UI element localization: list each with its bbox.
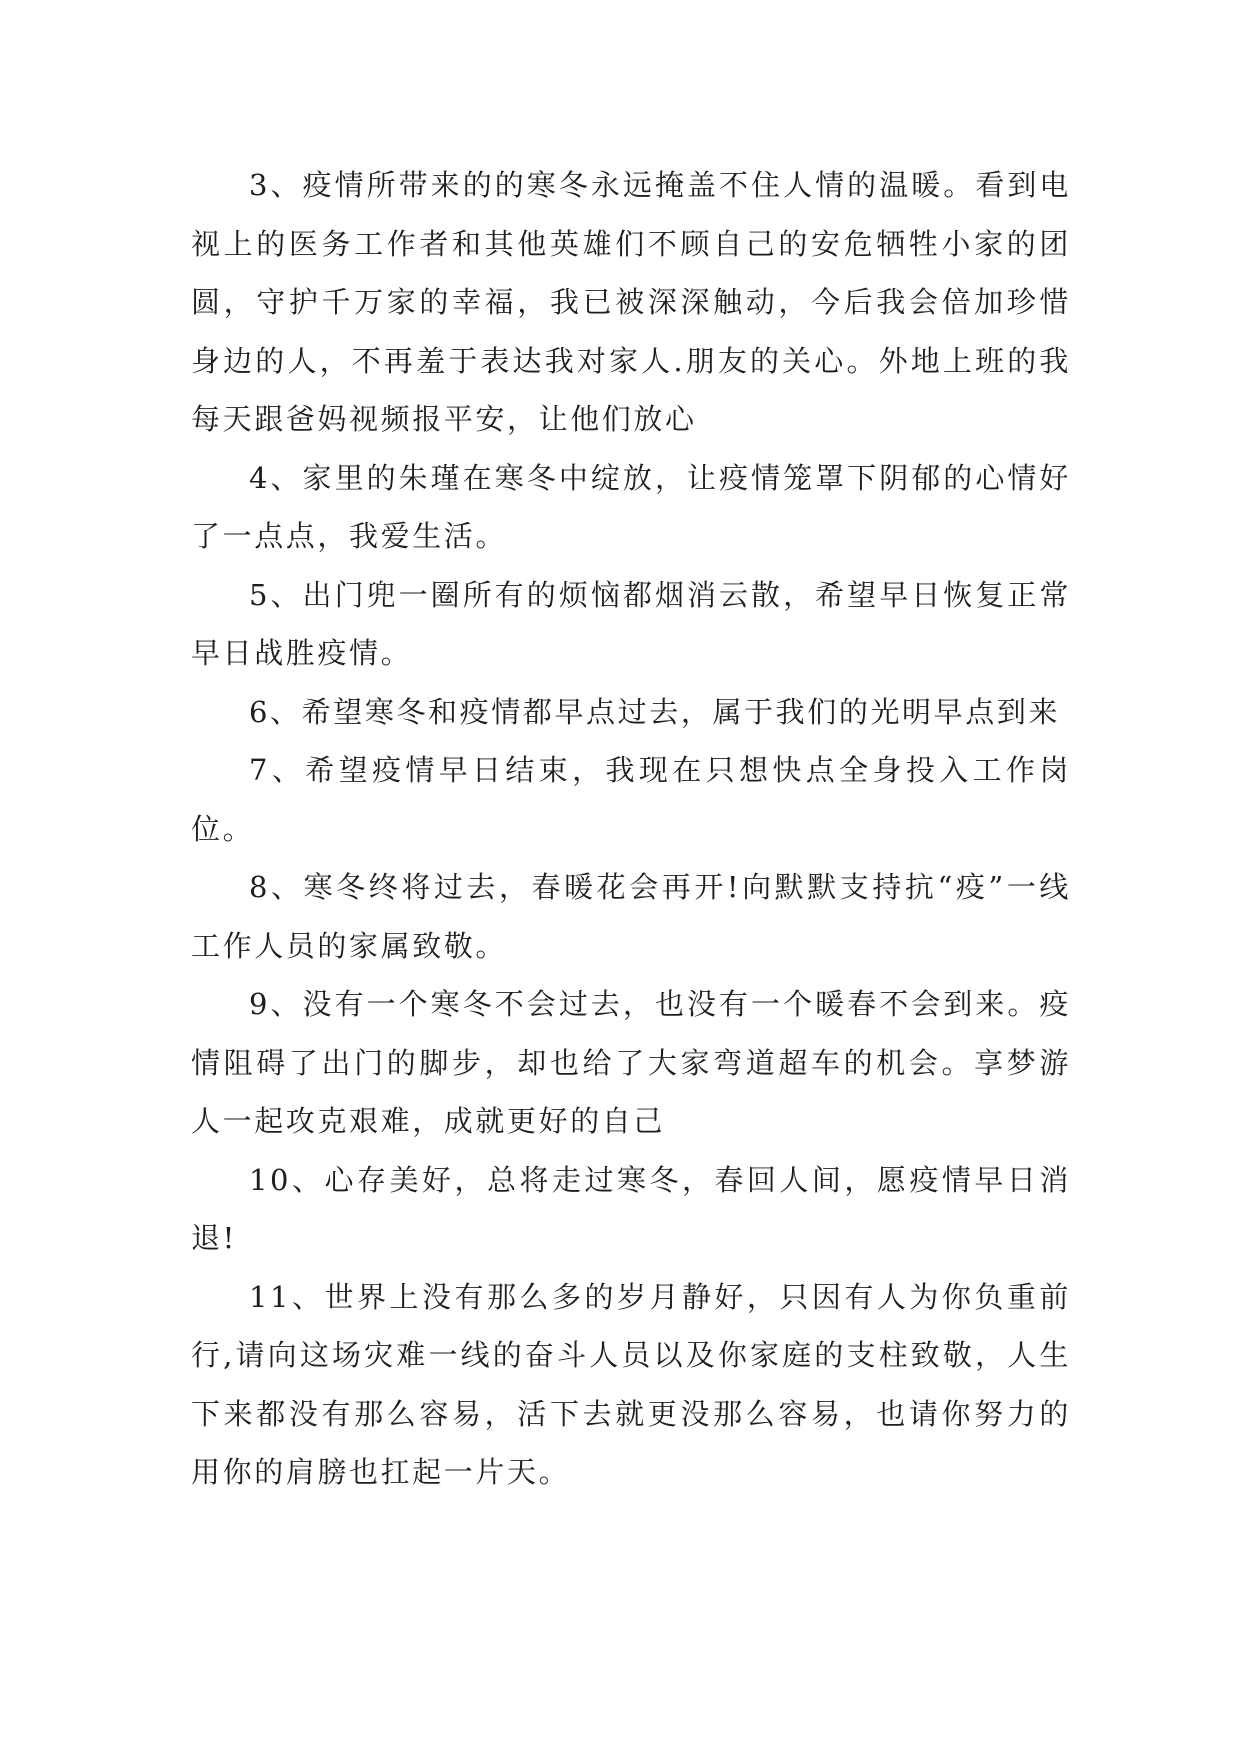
paragraph-5: 5、出门兜一圈所有的烦恼都烟消云散，希望早日恢复正常早日战胜疫情。: [191, 577, 1071, 670]
paragraph-9: 9、没有一个寒冬不会过去，也没有一个暖春不会到来。疫情阻碍了出门的脚步，却也给了大家弯道超车的机会。享梦游人一起攻克艰难，成就更好的自己: [191, 987, 1071, 1138]
paragraph-6: 6、希望寒冬和疫情都早点过去，属于我们的光明早点到来: [249, 694, 1061, 729]
paragraph-7: 7、希望疫情早日结束，我现在只想快点全身投入工作岗位。: [191, 753, 1071, 846]
paragraph-4: 4、家里的朱瑾在寒冬中绽放，让疫情笼罩下阴郁的心情好了一点点，我爱生活。: [191, 460, 1071, 553]
paragraph-10: 10、心存美好，总将走过寒冬，春回人间，愿疫情早日消退!: [191, 1162, 1071, 1255]
paragraph-8: 8、寒冬终将过去，春暖花会再开!向默默支持抗“疫”一线工作人员的家属致敬。: [191, 870, 1071, 963]
paragraph-3: 3、疫情所带来的的寒冬永远掩盖不住人情的温暖。看到电视上的医务工作者和其他英雄们不顾自己的安危牺牲小家的团圆，守护千万家的幸福，我已被深深触动，今后我会倍加珍惜身边的人，不再羞于表达我对家人.朋友的关心。外地上班的我每天跟爸妈视频报平安，让他们放心: [191, 168, 1071, 436]
paragraph-11: 11、世界上没有那么多的岁月静好，只因有人为你负重前行,请向这场灾难一线的奋斗人员以及你家庭的支柱致敬，人生下来都没有那么容易，活下去就更没那么容易，也请你努力的用你的肩膀也扛起一片天。: [191, 1279, 1071, 1489]
document-body: [191, 156, 1071, 1502]
